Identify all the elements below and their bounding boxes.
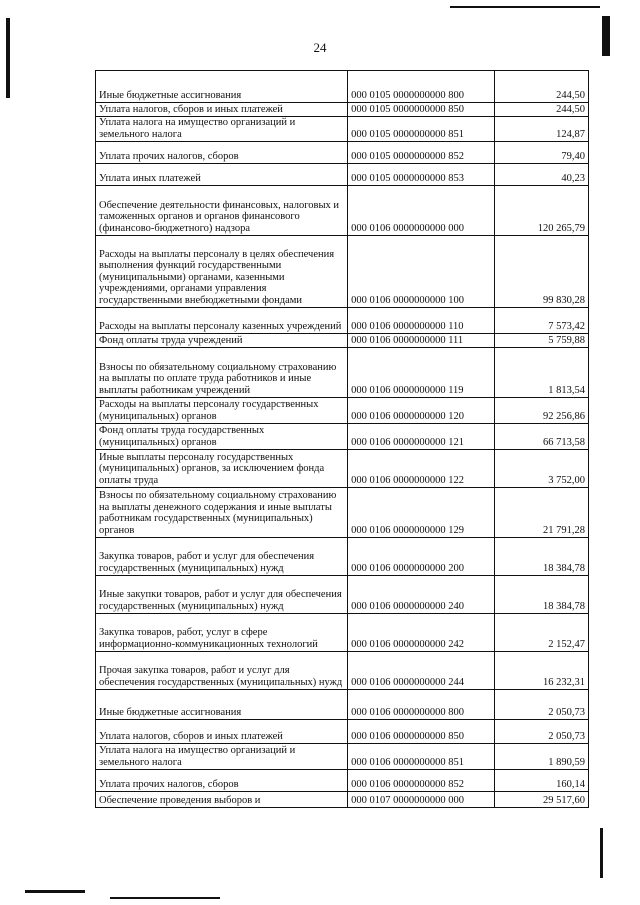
row-code: 000 0105 0000000000 853 <box>348 164 495 186</box>
row-sum: 79,40 <box>494 142 588 164</box>
row-name: Закупка товаров, работ и услуг для обеспечения государственных (муниципальных) нужд <box>96 538 348 576</box>
row-name: Обеспечение деятельности финансовых, налоговых и таможенных органов и органов финансового (финансово-бюджетного) надзора <box>96 186 348 236</box>
row-name: Уплата прочих налогов, сборов <box>96 142 348 164</box>
scan-mark-bottom-mid <box>110 897 220 899</box>
table-row <box>96 398 589 424</box>
row-code: 000 0105 0000000000 852 <box>348 142 495 164</box>
row-code: 000 0105 0000000000 851 <box>348 117 495 142</box>
row-sum: 244,50 <box>494 71 588 103</box>
table-row <box>96 348 589 398</box>
row-name: Иные закупки товаров, работ и услуг для обеспечения государственных (муниципальных) нужд <box>96 576 348 614</box>
table-row <box>96 186 589 236</box>
row-name: Иные выплаты персоналу государственных (муниципальных) органов, за исключением фонда оплаты труда <box>96 450 348 488</box>
row-code: 000 0106 0000000000 100 <box>348 236 495 308</box>
table-row <box>96 792 589 808</box>
table-row <box>96 236 589 308</box>
row-code: 000 0107 0000000000 000 <box>348 792 495 808</box>
row-sum: 120 265,79 <box>494 186 588 236</box>
scan-mark-bottom-left <box>25 890 85 893</box>
row-sum: 18 384,78 <box>494 538 588 576</box>
table-row <box>96 614 589 652</box>
row-code: 000 0106 0000000000 000 <box>348 186 495 236</box>
row-sum: 3 752,00 <box>494 450 588 488</box>
row-name: Уплата налога на имущество организаций и земельного налога <box>96 744 348 770</box>
scan-mark-right-bottom <box>600 828 603 878</box>
row-code: 000 0105 0000000000 800 <box>348 71 495 103</box>
row-sum: 66 713,58 <box>494 424 588 450</box>
table-row <box>96 538 589 576</box>
row-name: Взносы по обязательному социальному страхованию на выплаты денежного содержания и иные выплаты работникам государственных (муниципальных) органов <box>96 488 348 538</box>
row-sum: 1 813,54 <box>494 348 588 398</box>
row-code: 000 0106 0000000000 110 <box>348 308 495 334</box>
row-sum: 16 232,31 <box>494 652 588 690</box>
table-row <box>96 164 589 186</box>
row-name: Фонд оплаты труда государственных (муниципальных) органов <box>96 424 348 450</box>
row-code: 000 0106 0000000000 800 <box>348 690 495 720</box>
table-row <box>96 770 589 792</box>
table-row <box>96 744 589 770</box>
row-name: Уплата налогов, сборов и иных платежей <box>96 103 348 117</box>
row-sum: 2 050,73 <box>494 690 588 720</box>
row-code: 000 0106 0000000000 121 <box>348 424 495 450</box>
row-code: 000 0106 0000000000 242 <box>348 614 495 652</box>
budget-table <box>95 70 589 808</box>
row-code: 000 0106 0000000000 129 <box>348 488 495 538</box>
table-row <box>96 142 589 164</box>
table-row <box>96 71 589 103</box>
row-name: Расходы на выплаты персоналу в целях обеспечения выполнения функций государственными (муниципальными) органами, казенными учреждениями, органами управления государственными внебюджетными фондами <box>96 236 348 308</box>
table-row <box>96 117 589 142</box>
row-sum: 92 256,86 <box>494 398 588 424</box>
row-code: 000 0106 0000000000 851 <box>348 744 495 770</box>
row-sum: 2 152,47 <box>494 614 588 652</box>
scan-mark-top-right <box>450 6 600 8</box>
row-name: Уплата налогов, сборов и иных платежей <box>96 720 348 744</box>
row-name: Расходы на выплаты персоналу казенных учреждений <box>96 308 348 334</box>
row-name: Закупка товаров, работ, услуг в сфере информационно-коммуникационных технологий <box>96 614 348 652</box>
row-code: 000 0106 0000000000 244 <box>348 652 495 690</box>
row-sum: 1 890,59 <box>494 744 588 770</box>
row-sum: 2 050,73 <box>494 720 588 744</box>
row-sum: 29 517,60 <box>494 792 588 808</box>
row-name: Уплата иных платежей <box>96 164 348 186</box>
row-sum: 40,23 <box>494 164 588 186</box>
row-name: Взносы по обязательному социальному страхованию на выплаты по оплате труда работников и иные выплаты работникам учреждений <box>96 348 348 398</box>
table-row <box>96 652 589 690</box>
row-code: 000 0106 0000000000 120 <box>348 398 495 424</box>
table-row <box>96 690 589 720</box>
table-row <box>96 450 589 488</box>
row-code: 000 0106 0000000000 240 <box>348 576 495 614</box>
row-code: 000 0105 0000000000 850 <box>348 103 495 117</box>
table-row <box>96 488 589 538</box>
row-code: 000 0106 0000000000 200 <box>348 538 495 576</box>
row-sum: 124,87 <box>494 117 588 142</box>
row-name: Расходы на выплаты персоналу государственных (муниципальных) органов <box>96 398 348 424</box>
table-row <box>96 334 589 348</box>
row-sum: 5 759,88 <box>494 334 588 348</box>
scan-mark-left-top <box>6 18 10 98</box>
row-code: 000 0106 0000000000 850 <box>348 720 495 744</box>
row-name: Иные бюджетные ассигнования <box>96 690 348 720</box>
row-code: 000 0106 0000000000 852 <box>348 770 495 792</box>
row-name: Иные бюджетные ассигнования <box>96 71 348 103</box>
table-row <box>96 308 589 334</box>
table-row <box>96 103 589 117</box>
table-row <box>96 576 589 614</box>
row-code: 000 0106 0000000000 119 <box>348 348 495 398</box>
row-name: Фонд оплаты труда учреждений <box>96 334 348 348</box>
table-row <box>96 424 589 450</box>
row-name: Обеспечение проведения выборов и <box>96 792 348 808</box>
table-row <box>96 720 589 744</box>
row-sum: 244,50 <box>494 103 588 117</box>
row-name: Прочая закупка товаров, работ и услуг для обеспечения государственных (муниципальных) нужд <box>96 652 348 690</box>
page-number: 24 <box>313 40 327 55</box>
row-name: Уплата налога на имущество организаций и земельного налога <box>96 117 348 142</box>
row-sum: 99 830,28 <box>494 236 588 308</box>
row-code: 000 0106 0000000000 122 <box>348 450 495 488</box>
row-sum: 18 384,78 <box>494 576 588 614</box>
row-sum: 160,14 <box>494 770 588 792</box>
row-code: 000 0106 0000000000 111 <box>348 334 495 348</box>
row-sum: 7 573,42 <box>494 308 588 334</box>
row-name: Уплата прочих налогов, сборов <box>96 770 348 792</box>
row-sum: 21 791,28 <box>494 488 588 538</box>
